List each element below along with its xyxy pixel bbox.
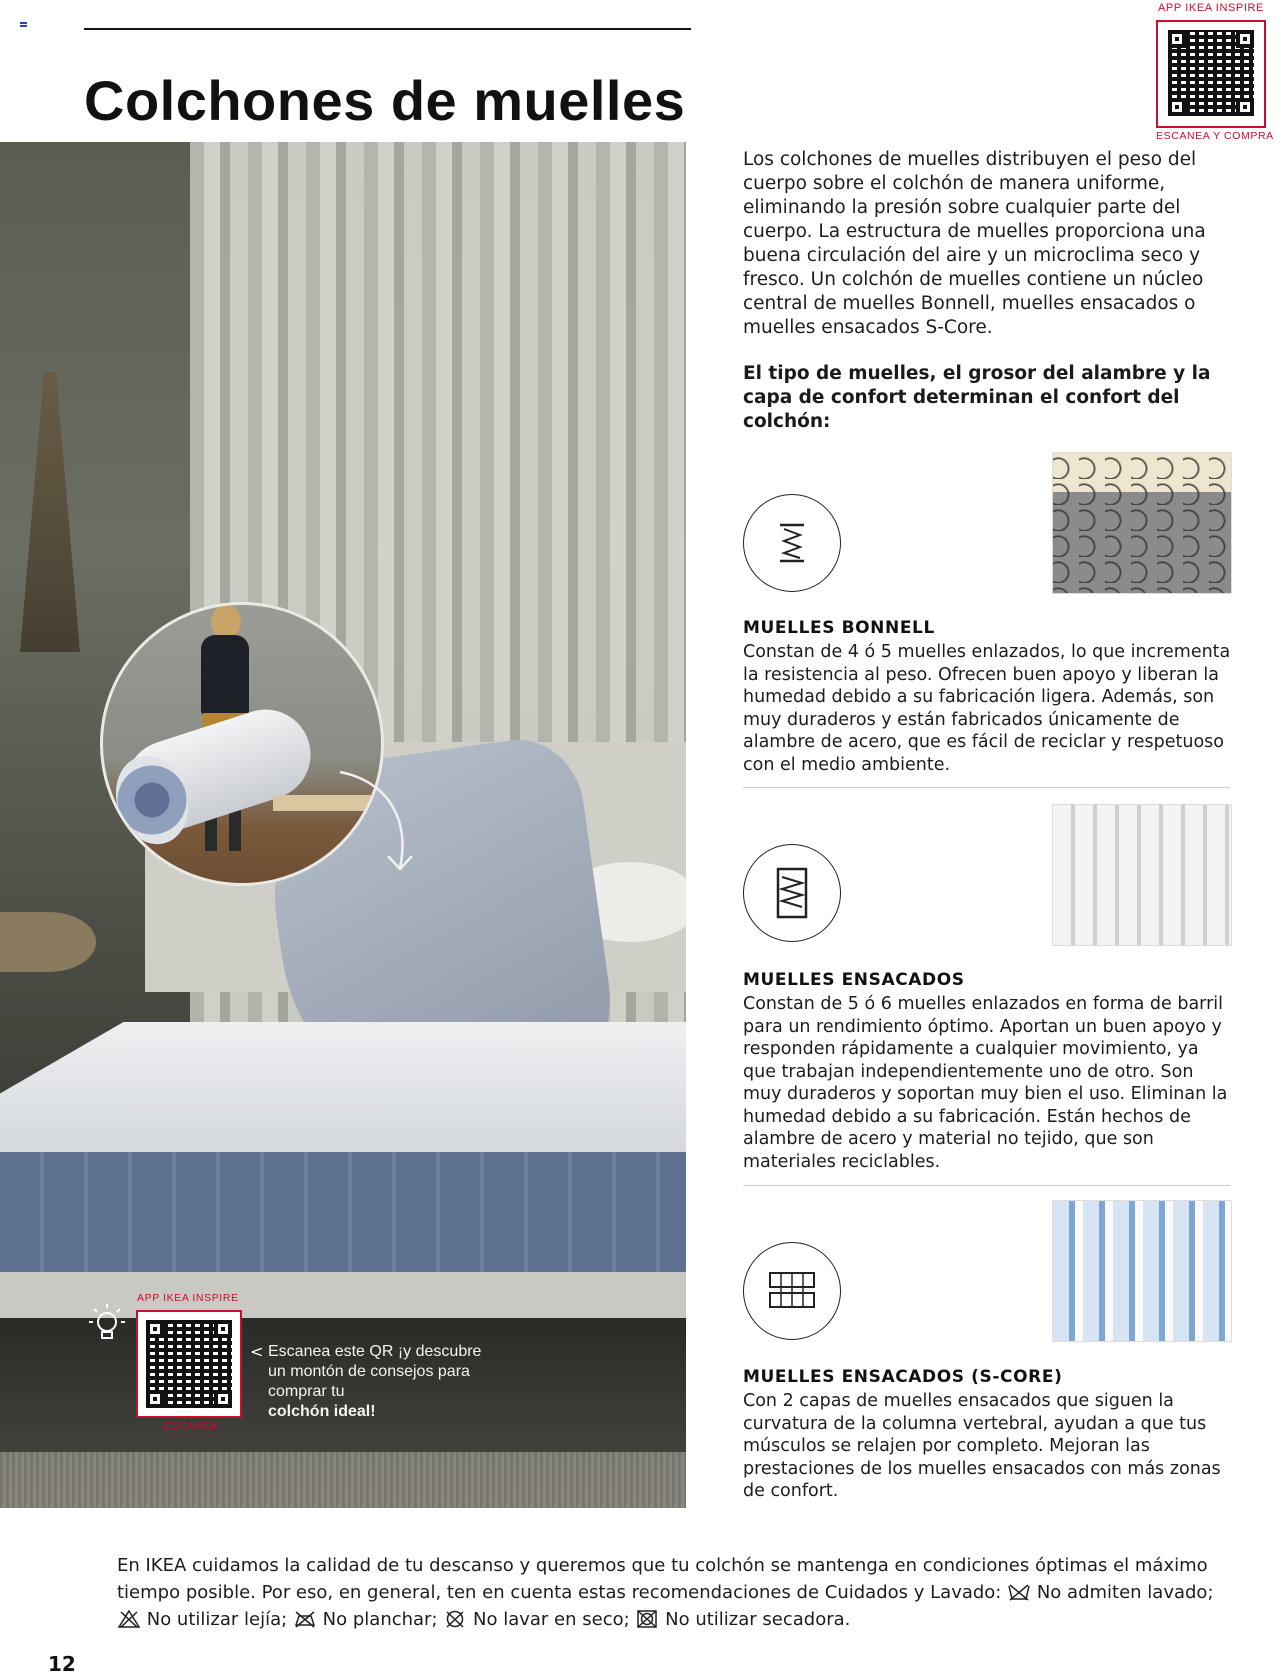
no-dry-clean-icon <box>443 1610 467 1628</box>
chevron-left-icon: < <box>250 1342 264 1361</box>
side-stool <box>0 912 96 972</box>
pocket-spring-icon <box>743 844 841 942</box>
no-wash-icon <box>1007 1583 1031 1601</box>
s-core-spring-icon <box>743 1242 841 1340</box>
no-iron-icon <box>293 1610 317 1628</box>
rug <box>0 1452 686 1508</box>
intro-paragraph: Los colchones de muelles distribuyen el peso del cuerpo sobre el colchón de manera uniforme, eliminando la presión sobre cualquier parte del cuerpo. La estructura de muelles proporciona una buena circulación del aire y un microclima seco y fresco. Un colchón de muelles contiene un núcleo central de muelles Bonnell, muelles ensacados o muelles ensacados S-Core. <box>743 149 1206 338</box>
care-footnote <box>117 1552 1227 1633</box>
section-body-s-core: Con 2 capas de muelles ensacados que siguen la curvatura de la columna vertebral, ayudan a que tus músculos se relajen por completo. Mejoran las prestaciones de los muelles ensacados con más zonas de confort. <box>743 1391 1221 1501</box>
page-title: Colchones de muelles <box>84 69 686 132</box>
caption-line-3: comprar tu <box>268 1383 345 1400</box>
section-divider <box>743 787 1230 788</box>
care-no-dry-clean: No lavar en seco; <box>473 1609 630 1630</box>
top-qr-label-bottom: ESCANEA Y COMPRA <box>1156 130 1274 142</box>
mattress-side <box>0 1152 686 1272</box>
photo-qr-label-bottom: ESCANEA <box>164 1420 219 1432</box>
care-no-tumble-dry: No utilizar secadora. <box>665 1609 851 1630</box>
bonnell-spring-icon <box>743 494 841 592</box>
bonnell-spring-photo <box>1052 452 1232 594</box>
curved-arrow-icon <box>330 752 440 882</box>
care-no-wash: No admiten lavado; <box>1036 1582 1214 1603</box>
caption-line-1: Escanea este QR ¡y descubre <box>268 1343 482 1360</box>
section-title-ensacados: MUELLES ENSACADOS <box>743 970 965 990</box>
mattress-top <box>0 1022 686 1152</box>
care-no-bleach: No utilizar lejía; <box>146 1609 288 1630</box>
section-body-bonnell: Constan de 4 ó 5 muelles enlazados, lo que incrementa la resistencia al peso. Ofrecen buen apoyo y liberan la humedad debido a su fabricación ligera. Además, son muy duraderos y están fabricados únicamente de alambre de acero, que es fácil de reciclar y respetuoso con el medio ambiente. <box>743 642 1231 775</box>
wall-hanger <box>20 372 80 652</box>
bedroom-photo <box>0 142 686 1508</box>
page-number: 12 <box>48 1652 76 1676</box>
top-rule <box>84 28 691 30</box>
footnote-intro: En IKEA cuidamos la calidad de tu descanso y queremos que tu colchón se mantenga en condiciones óptimas el máximo tiempo posible. Por eso, en general, ten en cuenta estas recomendaciones de Cuidados y Lavado: <box>117 1555 1208 1603</box>
care-no-iron: No planchar; <box>322 1609 438 1630</box>
section-divider <box>743 1185 1230 1186</box>
no-tumble-dry-icon <box>635 1610 659 1628</box>
lightbulb-icon <box>84 1302 130 1348</box>
top-qr-label-top: APP IKEA INSPIRE <box>1158 2 1264 14</box>
lead-paragraph: El tipo de muelles, el grosor del alambre y la capa de confort determinan el confort del colchón: <box>743 363 1211 432</box>
photo-qr-caption <box>268 1342 528 1422</box>
section-title-s-core: MUELLES ENSACADOS (S-CORE) <box>743 1367 1063 1387</box>
s-core-spring-photo <box>1052 1200 1232 1342</box>
qr-code-icon <box>146 1320 232 1408</box>
caption-line-2: un montón de consejos para <box>268 1363 470 1380</box>
photo-qr-label-top: APP IKEA INSPIRE <box>137 1292 239 1304</box>
flag-icon <box>20 22 27 27</box>
section-title-bonnell: MUELLES BONNELL <box>743 618 935 638</box>
top-qr-block[interactable] <box>1152 2 1274 142</box>
top-qr-frame <box>1156 20 1266 128</box>
pocket-spring-photo <box>1052 804 1232 946</box>
photo-qr-frame[interactable] <box>136 1310 242 1418</box>
caption-bold: colchón ideal! <box>268 1403 376 1420</box>
section-body-ensacados: Constan de 5 ó 6 muelles enlazados en forma de barril para un rendimiento óptimo. Aportan un buen apoyo y responden rápidamente a cualquier movimiento, ya que trabajan independientemente uno de otro. Son muy duraderos y soportan muy bien el uso. Eliminan la humedad debido a su fabricación. Están hechos de alambre de acero y material no tejido, que son materiales reciclables. <box>743 994 1228 1172</box>
no-bleach-icon <box>117 1610 141 1628</box>
qr-code-icon <box>1168 30 1254 116</box>
